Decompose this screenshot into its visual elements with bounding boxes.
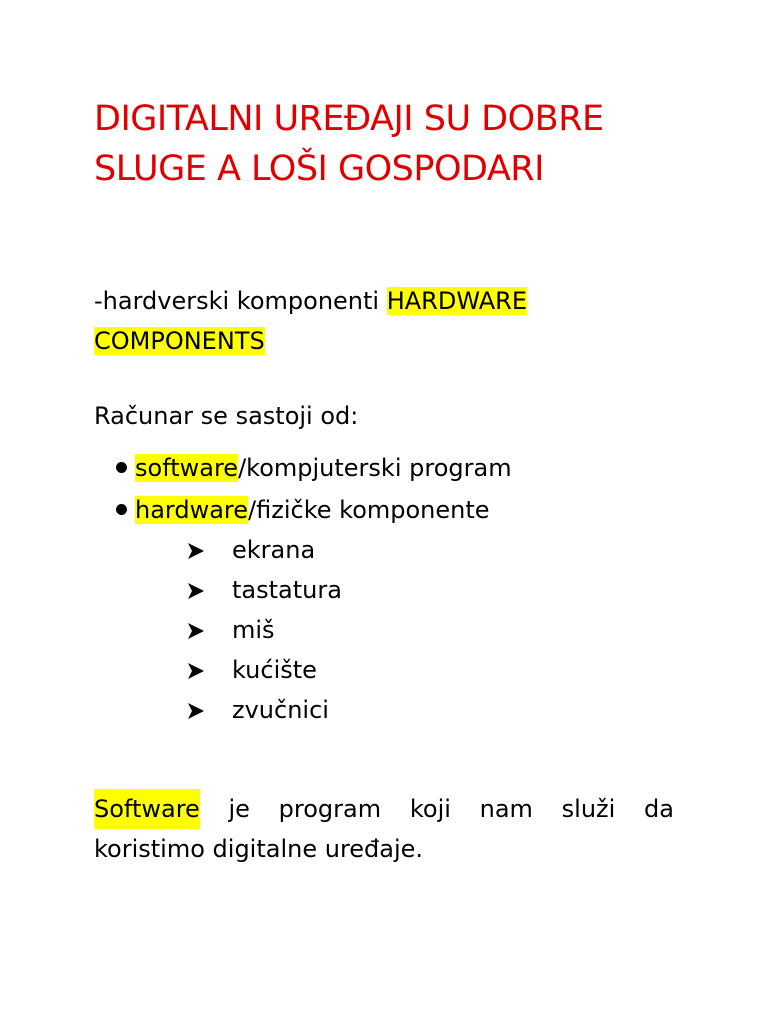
word: koji: [409, 795, 451, 823]
document-title: [94, 94, 694, 194]
hardware-intro-line-2: [94, 321, 527, 361]
sub-list-item: [186, 690, 329, 730]
word: služi: [561, 795, 616, 823]
arrowhead-icon: [186, 662, 206, 680]
arrowhead-icon: [186, 542, 206, 560]
word: nam: [479, 795, 533, 823]
word: je: [228, 795, 250, 823]
software-highlight: Software: [94, 789, 200, 829]
arrowhead-icon: [186, 702, 206, 720]
sub-item-label: kućište: [232, 656, 317, 684]
sub-item-label: miš: [232, 616, 275, 644]
software-definition-line-1: [94, 789, 674, 829]
sub-list-item: [186, 610, 275, 650]
title-line-2: SLUGE A LOŠI GOSPODARI: [94, 149, 544, 189]
bullet-highlight: software: [135, 454, 239, 482]
hardware-highlight: HARDWARE: [386, 287, 528, 315]
title-line-1: DIGITALNI UREĐAJI SU DOBRE: [94, 99, 604, 139]
software-definition-paragraph: [94, 789, 674, 869]
software-definition-line-2: koristimo digitalne uređaje.: [94, 835, 424, 863]
sub-list-item: [186, 570, 342, 610]
sub-list-item: [186, 650, 317, 690]
word: da: [644, 795, 674, 823]
word: program: [278, 795, 382, 823]
bullet-dot-icon: [116, 462, 127, 473]
hardware-intro-prefix: -hardverski komponenti: [94, 287, 387, 315]
components-highlight: COMPONENTS: [94, 327, 265, 355]
racunar-heading: Računar se sastoji od:: [94, 402, 359, 430]
sub-list-item: [186, 530, 315, 570]
list-item: [116, 490, 490, 530]
bullet-dot-icon: [116, 504, 127, 515]
sub-item-label: tastatura: [232, 576, 342, 604]
list-item: [116, 448, 512, 488]
bullet-highlight: hardware: [135, 496, 249, 524]
hardware-intro-paragraph: [94, 281, 527, 361]
arrowhead-icon: [186, 582, 206, 600]
hardware-intro-line-1: [94, 281, 527, 321]
bullet-text: /fizičke komponente: [248, 496, 490, 524]
arrowhead-icon: [186, 622, 206, 640]
bullet-text: /kompjuterski program: [238, 454, 512, 482]
sub-item-label: ekrana: [232, 536, 316, 564]
sub-item-label: zvučnici: [232, 696, 329, 724]
